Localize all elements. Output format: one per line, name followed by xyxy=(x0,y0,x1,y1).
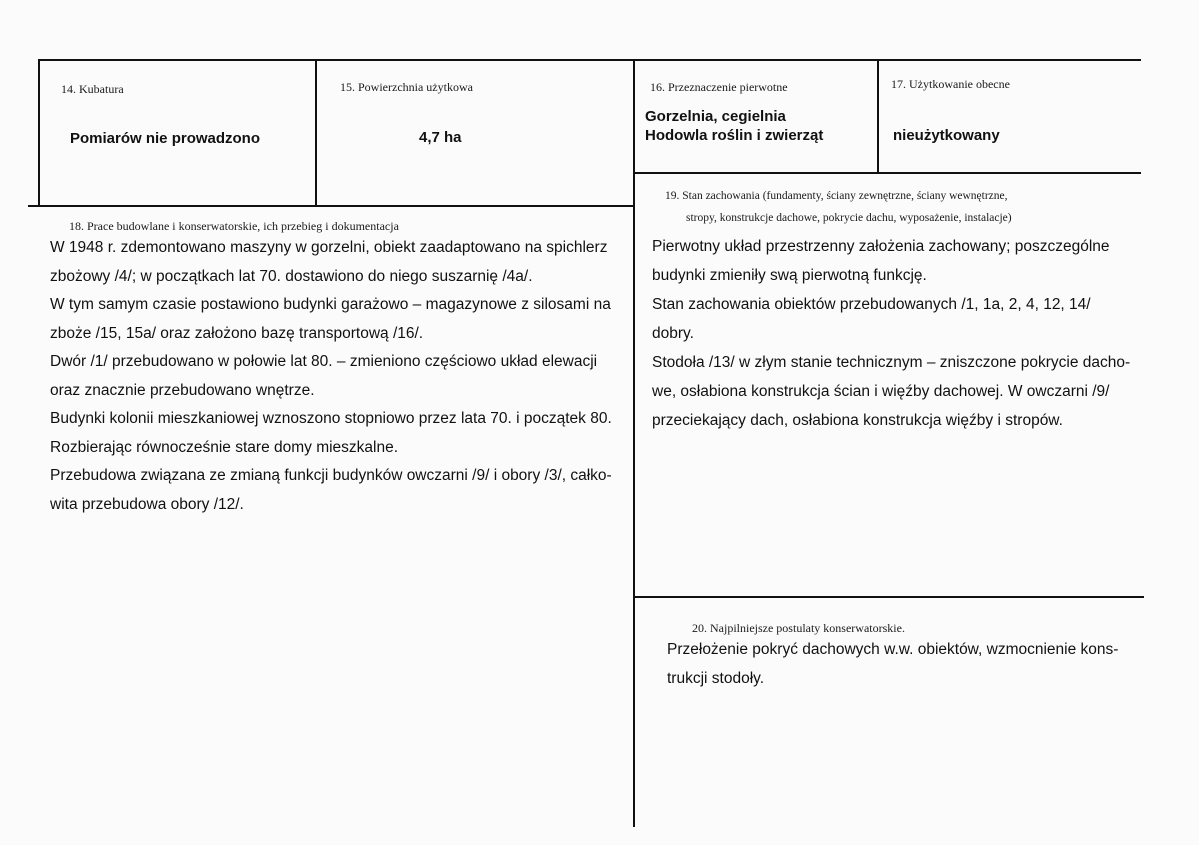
field-18-text xyxy=(50,234,612,519)
field-20-label: 20. Najpilniejsze postulaty konserwatorskie. xyxy=(692,621,905,635)
rule-below-16-17 xyxy=(633,172,1141,174)
field-20-line: trukcji stodoły. xyxy=(667,670,765,687)
field-16-label: 16. Przeznaczenie pierwotne xyxy=(650,80,788,94)
field-19-line: we, osłabiona konstrukcja ścian i więźby dachowej. W owczarni /9/ xyxy=(652,383,1110,400)
top-rule xyxy=(38,59,1141,61)
field-19-label-line1: 19. Stan zachowania (fundamenty, ściany zewnętrzne, ściany wewnętrzne, xyxy=(665,190,1008,202)
field-15-label: 15. Powierzchnia użytkowa xyxy=(340,80,473,94)
field-19-line: Stan zachowania obiektów przebudowanych /1, 1a, 2, 4, 12, 14/ xyxy=(652,296,1091,313)
field-18-line: zbożowy /4/; w początkach lat 70. dostawiono do niego suszarnię /4a/. xyxy=(50,267,533,285)
divider-14-15 xyxy=(315,59,317,207)
rule-above-20 xyxy=(633,596,1144,598)
rule-below-14-15 xyxy=(28,205,634,207)
field-17-value: nieużytkowany xyxy=(893,127,1000,144)
field-19-line: Pierwotny układ przestrzenny założenia zachowany; poszczególne xyxy=(652,238,1110,255)
field-18-line: Dwór /1/ przebudowano w połowie lat 80. – zmieniono częściowo układ elewacji xyxy=(50,353,598,370)
field-20-text xyxy=(667,635,1118,693)
divider-16-17 xyxy=(877,59,879,173)
field-19-line: Stodoła /13/ w złym stanie technicznym – zniszczone pokrycie dacho- xyxy=(652,354,1131,371)
field-18-line: W 1948 r. zdemontowano maszyny w gorzelni, obiekt zaadaptowano na spichlerz xyxy=(50,239,608,256)
divider-15-16 xyxy=(633,59,635,827)
field-16-value-line2: Hodowla roślin i zwierząt xyxy=(645,127,824,144)
field-18-line: Budynki kolonii mieszkaniowej wznoszono stopniowo przez lata 70. i początek 80. xyxy=(50,410,612,427)
field-18-label: 18. Prace budowlane i konserwatorskie, ich przebieg i dokumentacja xyxy=(69,219,399,233)
field-18-line: W tym samym czasie postawiono budynki garażowo – magazynowe z silosami na xyxy=(50,296,611,313)
field-19-line: przeciekający dach, osłabiona konstrukcja więźby i stropów. xyxy=(652,412,1063,429)
left-rule xyxy=(38,59,40,207)
field-18-line: oraz znacznie przebudowano wnętrze. xyxy=(50,381,315,399)
field-15-value: 4,7 ha xyxy=(419,129,462,146)
field-19-line: budynki zmieniły swą pierwotną funkcję. xyxy=(652,267,927,284)
field-18-line: Rozbierając równocześnie stare domy mieszkalne. xyxy=(50,438,399,456)
field-18-line: zboże /15, 15a/ oraz założono bazę transportową /16/. xyxy=(50,324,424,342)
field-14-label: 14. Kubatura xyxy=(61,82,124,96)
field-19-label-line2: stropy, konstrukcje dachowe, pokrycie dachu, wyposażenie, instalacje) xyxy=(686,212,1012,224)
field-20-line: Przełożenie pokryć dachowych w.w. obiektów, wzmocnienie kons- xyxy=(667,641,1119,658)
field-14-value: Pomiarów nie prowadzono xyxy=(70,130,261,147)
field-18-line: Przebudowa związana ze zmianą funkcji budynków owczarni /9/ i obory /3/, całko- xyxy=(50,467,612,484)
field-19-text xyxy=(652,232,1130,435)
field-17-label: 17. Użytkowanie obecne xyxy=(891,77,1010,91)
field-16-value-line1: Gorzelnia, cegielnia xyxy=(645,108,786,125)
field-19-line: dobry. xyxy=(652,325,694,342)
field-18-line: wita przebudowa obory /12/. xyxy=(50,495,244,513)
